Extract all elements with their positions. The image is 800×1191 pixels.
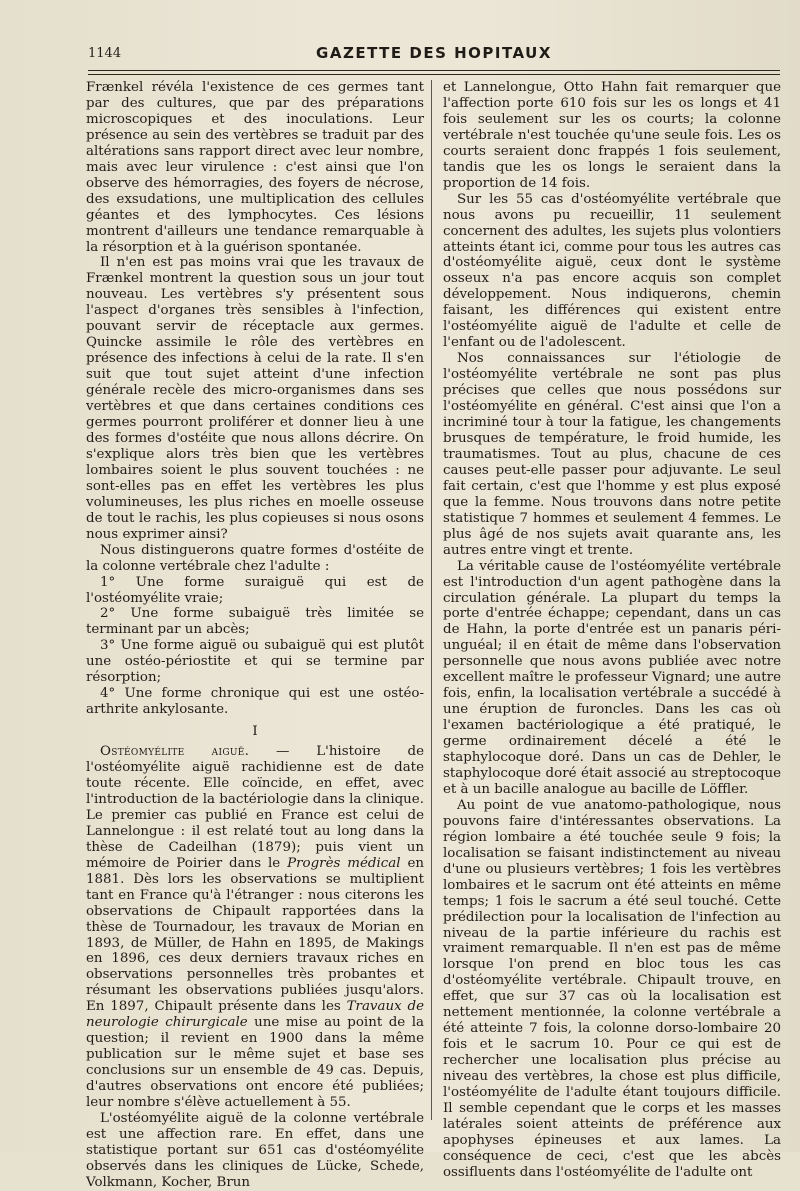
column-divider bbox=[431, 80, 432, 1120]
list-item: 3° Une forme aiguë ou subaiguë qui est plutôt une ostéo-périostite et qui se termine par résorption; bbox=[86, 638, 424, 686]
paragraph: Frænkel révéla l'existence de ces germes tant par des cultures, que par des préparations microscopiques et des inoculations. Leur présence au sein des vertèbres se traduit par des altérations sans rapport direct avec leur nombre, mais avec leur virulence : c'est ainsi que l'on observe des hémorragies, des foyers de nécrose, des exsudations, une multiplication des cellules géantes et des lymphocytes. Ces lésions montrent d'ailleurs une tendance remarquable à la résorption et à la guérison spontanée. bbox=[86, 80, 424, 255]
list-item: 4° Une forme chronique qui est une ostéo-arthrite ankylosante. bbox=[86, 686, 424, 718]
paragraph: et Lannelongue, Otto Hahn fait remarquer que l'affection porte 610 fois sur les os longs et 41 fois seulement sur les os courts; la colonne vertébrale n'est touchée qu'une seule fois. Les os courts seraient donc frappés 1 fois seulement, tandis que les os longs le seraient dans la proportion de 14 fois. bbox=[443, 80, 781, 191]
header-rule-bottom bbox=[88, 74, 780, 75]
journal-citation: Travaux de neurologie chirurgicale bbox=[86, 999, 424, 1031]
section-numeral: I bbox=[252, 724, 258, 740]
list-item: 1° Une forme suraiguë qui est de l'ostéomyélite vraie; bbox=[86, 574, 424, 606]
left-column bbox=[86, 80, 424, 1191]
list-item: 2° Une forme subaiguë très limitée se terminant par un abcès; bbox=[86, 606, 424, 638]
right-column bbox=[443, 80, 781, 1181]
journal-citation: Progrès médical bbox=[287, 855, 401, 871]
paragraph: Sur les 55 cas d'ostéomyélite vertébrale que nous avons pu recueillir, 11 seulement concernent des adultes, les sujets plus volontiers atteints étant ici, comme pour tous les autres cas d'ostéomyélite aiguë, ceux dont le système osseux n'a pas encore acquis son complet développement. Nous indiquerons, chemin faisant, les différences qui existent entre l'ostéomyélite aiguë de l'adulte et celle de l'enfant ou de l'adolescent. bbox=[443, 191, 781, 351]
page-number: 1144 bbox=[88, 46, 122, 61]
section-heading: Ostéomyélite aiguë. bbox=[100, 744, 250, 760]
paragraph: L'ostéomyélite aiguë de la colonne vertébrale est une affection rare. En effet, dans une statistique portant sur 651 cas d'ostéomyélite observés dans les cliniques de Lücke, Schede, Volkmann, Kocher, Brun bbox=[86, 1111, 424, 1190]
section-text: — L'histoire de l'ostéomyélite aiguë rachidienne est de date toute récente. Elle coïncide, en effet, avec l'introduction de la bactériologie dans la clinique. Le premier cas publié en France est celui de Lannelongue : il est relaté tout au long dans la thèse de Cadeilhan (1879); puis vient un mémoire de Poirier dans le bbox=[86, 744, 424, 871]
section-paragraph bbox=[86, 744, 424, 1111]
header-rule-top bbox=[88, 70, 780, 71]
paragraph: Nous distinguerons quatre formes d'ostéite de la colonne vertébrale chez l'adulte : bbox=[86, 542, 424, 574]
page-header bbox=[88, 40, 780, 64]
paragraph: Nos connaissances sur l'étiologie de l'ostéomyélite vertébrale ne sont pas plus précises que celles que nous possédons sur l'ostéomyélite en général. C'est ainsi que l'on a incriminé tour à tour la fatigue, les changements brusques de température, le froid humide, les traumatismes. Tout au plus, chacune de ces causes peut-elle passer pour adjuvante. Le seul fait certain, c'est que l'homme y est plus exposé que la femme. Nous trouvons dans notre petite statistique 7 hommes et seulement 4 femmes. Le plus âgé de nos sujets avait quarante ans, les autres entre vingt et trente. bbox=[443, 351, 781, 558]
section-text: en 1881. Dès lors les observations se multiplient tant en France qu'à l'étranger : nous citerons les observations de Chipault rapportées dans la thèse de Tournadour, les travaux de Morian en 1893, de Müller, de Hahn en 1895, de Makings en 1896, ces deux derniers travaux riches en observations personnelles très probantes et résumant les observations publiées jusqu'alors. En 1897, Chipault présente dans les bbox=[86, 855, 424, 1015]
journal-title: GAZETTE DES HOPITAUX bbox=[316, 44, 552, 62]
paragraph: Au point de vue anatomo-pathologique, nous pouvons faire d'intéressantes observations. La région lombaire a été touchée seule 9 fois; la localisation se faisant indistinctement au niveau d'une ou plusieurs vertèbres; 1 fois les vertèbres lombaires et le sacrum ont été atteints en même temps; 1 fois le sacrum a été seul touché. Cette prédilection pour la localisation de l'infection au niveau de la partie inférieure du rachis est vraiment remarquable. Il n'en est pas de même lorsque l'on prend en bloc tous les cas d'ostéomyélite vertébrale. Chipault trouve, en effet, que sur 37 cas où la localisation est nettement mentionnée, la colonne vertébrale a été atteinte 7 fois, la colonne dorso-lombaire 20 fois et le sacrum 10. Pour ce qui est de rechercher une localisation plus précise au niveau des vertèbres, la chose est plus difficile, l'ostéomyélite de l'adulte étant toujours difficile. Il semble cependant que le corps et les masses latérales soient atteints de préférence aux apophyses épineuses et aux lames. La conséquence de ceci, c'est que les abcès ossifluents dans l'ostéomyélite de l'adulte ont bbox=[443, 797, 781, 1180]
section-text: une mise au point de la question; il revient en 1900 dans la même publication sur le même sujet et base ses conclusions sur un ensemble de 49 cas. Depuis, d'autres observations ont encore été publiées; leur nombre s'élève actuellement à 55. bbox=[86, 1015, 424, 1111]
paragraph: La véritable cause de l'ostéomyélite vertébrale est l'introduction d'un agent pathogène dans la circulation générale. La plupart du temps la porte d'entrée échappe; cependant, dans un cas de Hahn, la porte d'entrée est un panaris péri-unguéal; il en était de même dans l'observation personnelle que nous avons publiée avec notre excellent maître le professeur Vignard; une autre fois, enfin, la localisation vertébrale a succédé à une éruption de furoncles. Dans les cas où l'examen bactériologique a été pratiqué, le germe ordinairement décelé a été le staphylocoque doré. Dans un cas de Dehler, le staphylocoque doré était associé au streptocoque et à un bacille analogue au bacille de Löffler. bbox=[443, 558, 781, 797]
paragraph: Il n'en est pas moins vrai que les travaux de Frænkel montrent la question sous un jour tout nouveau. Les vertèbres s'y présentent sous l'aspect d'organes très sensibles à l'infection, pouvant servir de réceptacle aux germes. Quincke assimile le rôle des vertèbres en présence des infections à celui de la rate. Il s'en suit que tout sujet atteint d'une infection générale recèle des micro-organismes dans ses vertèbres et que dans certaines conditions ces germes pourront proliférer et donner lieu à une des formes d'ostéite que nous allons décrire. On s'explique alors très bien que les vertèbres lombaires soient le plus souvent touchées : ne sont-elles pas en effet les vertèbres les plus volumineuses, les plus riches en moelle osseuse de tout le rachis, les plus copieuses si nous osons nous exprimer ainsi? bbox=[86, 255, 424, 542]
